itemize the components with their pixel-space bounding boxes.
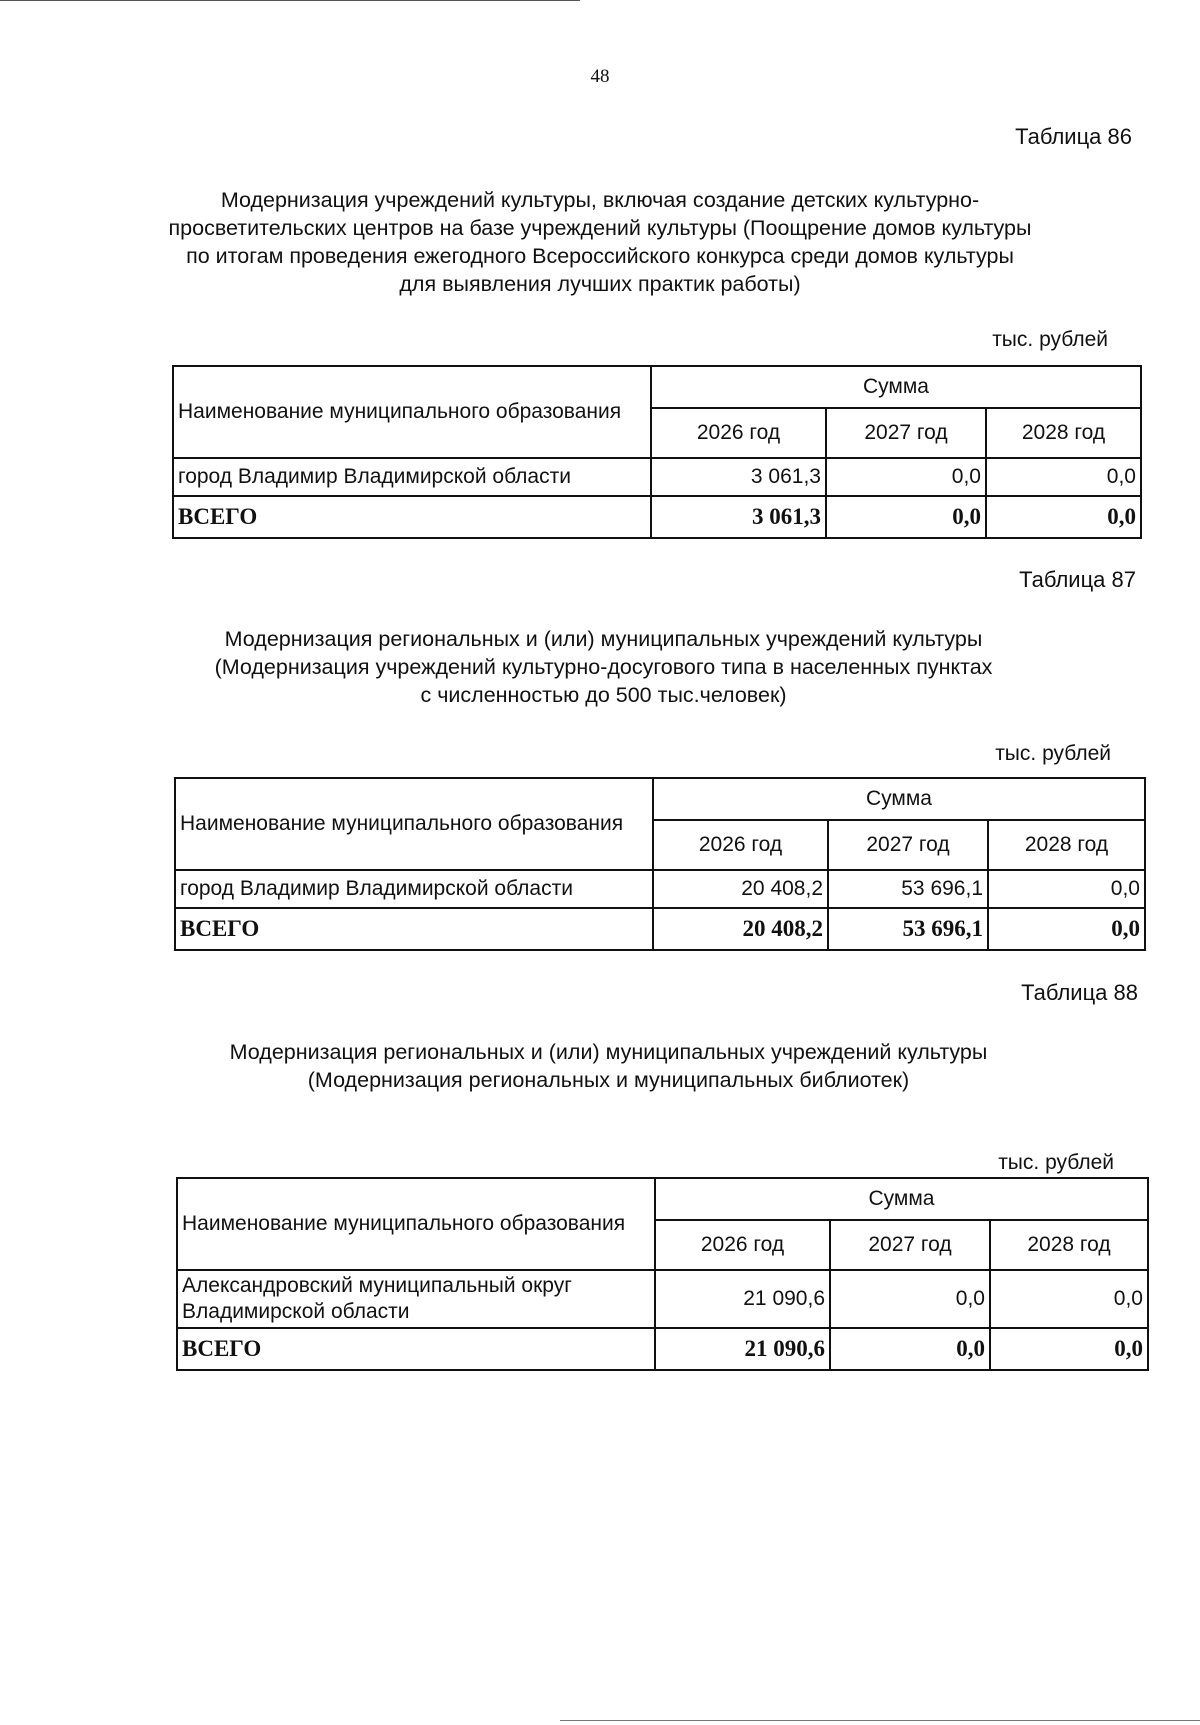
total-label: ВСЕГО (175, 908, 653, 950)
value-2027: 0,0 (830, 1270, 990, 1328)
total-2026: 20 408,2 (653, 908, 828, 950)
title-line: Модернизация учреждений культуры, включая создание детских культурно- (220, 188, 980, 212)
value-2027: 53 696,1 (828, 870, 988, 908)
municipality-name: город Владимир Владимирской области (173, 458, 651, 496)
total-2027: 53 696,1 (828, 908, 988, 950)
table-88-label: Таблица 88 (1021, 980, 1138, 1005)
table-86-title (150, 186, 1050, 298)
table-row (177, 1270, 1148, 1328)
total-label: ВСЕГО (177, 1328, 655, 1370)
title-line: Модернизация региональных и (или) муниципальных учреждений культуры (229, 1040, 988, 1064)
title-line: по итогам проведения ежегодного Всероссийского конкурса среди домов культуры (186, 244, 1014, 268)
municipality-name-line: Владимирской области (182, 1300, 410, 1323)
total-2026: 21 090,6 (655, 1328, 830, 1370)
year-header-2028: 2028 год (990, 1220, 1148, 1270)
value-2026: 3 061,3 (651, 458, 826, 496)
year-header-2026: 2026 год (655, 1220, 830, 1270)
municipality-name (177, 1270, 655, 1328)
table-88 (176, 1177, 1149, 1371)
name-column-header: Наименование муниципального образования (177, 1178, 655, 1270)
table-87 (174, 777, 1146, 951)
year-header-2026: 2026 год (653, 820, 828, 870)
municipality-name-line: Александровский муниципальный округ (182, 1274, 572, 1297)
total-2028: 0,0 (986, 496, 1141, 538)
table-86-units: тыс. рублей (992, 328, 1108, 351)
value-2026: 20 408,2 (653, 870, 828, 908)
total-2028: 0,0 (990, 1328, 1148, 1370)
year-header-2027: 2027 год (828, 820, 988, 870)
year-header-2027: 2027 год (830, 1220, 990, 1270)
table-row (173, 458, 1141, 496)
total-row (175, 908, 1145, 950)
table-86-label: Таблица 86 (1015, 124, 1132, 149)
year-header-2027: 2027 год (826, 408, 986, 458)
total-2026: 3 061,3 (651, 496, 826, 538)
table-88-title (150, 1038, 1067, 1094)
page-number: 48 (590, 66, 610, 87)
total-row (177, 1328, 1148, 1370)
total-row (173, 496, 1141, 538)
name-column-header: Наименование муниципального образования (173, 366, 651, 458)
total-label: ВСЕГО (173, 496, 651, 538)
table-87-title (150, 625, 1057, 709)
title-line: (Модернизация учреждений культурно-досугового типа в населенных пунктах (214, 655, 993, 679)
sum-column-header: Сумма (653, 778, 1145, 820)
table-row (175, 870, 1145, 908)
value-2028: 0,0 (988, 870, 1145, 908)
municipality-name: город Владимир Владимирской области (175, 870, 653, 908)
table-86 (172, 365, 1142, 539)
value-2028: 0,0 (986, 458, 1141, 496)
table-87-label: Таблица 87 (1019, 567, 1136, 592)
title-line: Модернизация региональных и (или) муниципальных учреждений культуры (224, 627, 983, 651)
title-line: с численностью до 500 тыс.человек) (420, 683, 787, 707)
value-2028: 0,0 (990, 1270, 1148, 1328)
total-2027: 0,0 (830, 1328, 990, 1370)
year-header-2028: 2028 год (986, 408, 1141, 458)
value-2027: 0,0 (826, 458, 986, 496)
table-88-units: тыс. рублей (998, 1151, 1114, 1174)
name-column-header: Наименование муниципального образования (175, 778, 653, 870)
title-line: (Модернизация региональных и муниципальных библиотек) (307, 1068, 910, 1092)
top-edge-rule (0, 0, 580, 1)
bottom-edge-rule (560, 1720, 1200, 1721)
value-2026: 21 090,6 (655, 1270, 830, 1328)
sum-column-header: Сумма (651, 366, 1141, 408)
year-header-2026: 2026 год (651, 408, 826, 458)
total-2028: 0,0 (988, 908, 1145, 950)
total-2027: 0,0 (826, 496, 986, 538)
sum-column-header: Сумма (655, 1178, 1148, 1220)
year-header-2028: 2028 год (988, 820, 1145, 870)
title-line: просветительских центров на базе учреждений культуры (Поощрение домов культуры (168, 216, 1032, 240)
table-87-units: тыс. рублей (995, 742, 1111, 765)
title-line: для выявления лучших практик работы) (399, 272, 801, 296)
